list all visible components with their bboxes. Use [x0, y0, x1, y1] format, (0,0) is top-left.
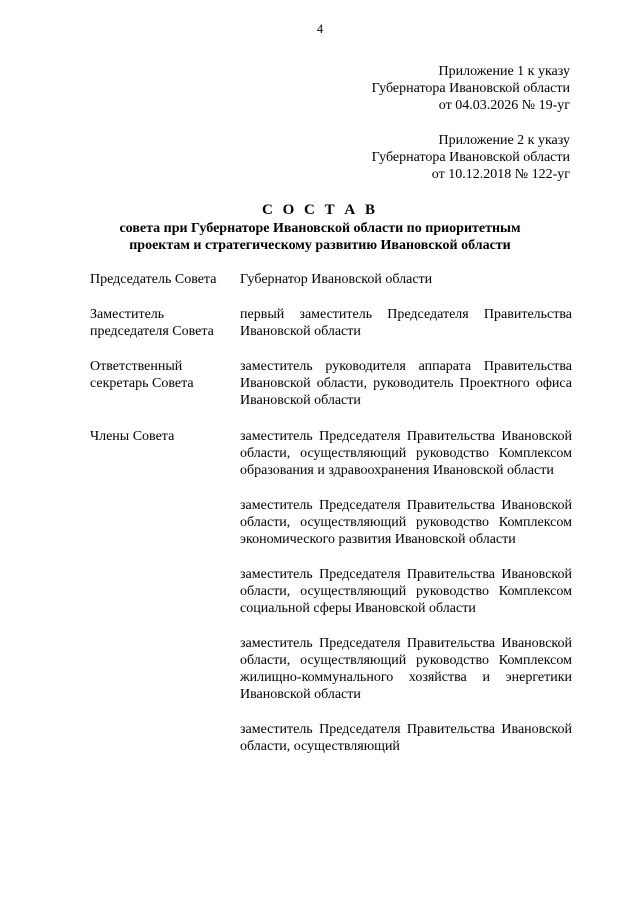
duties-members: [240, 428, 572, 773]
title-main: С О С Т А В: [262, 202, 378, 218]
role-deputy-line1: Заместитель: [90, 307, 165, 322]
duty-chair: Губернатор Ивановской области: [240, 272, 433, 287]
role-chair-label: Председатель Совета: [90, 272, 217, 287]
roster-row-chair: [90, 271, 572, 306]
council-roster: [90, 271, 572, 773]
duty-member-2: заместитель Председателя Правительства Ивановской области, осуществляющий руководство Комплексом экономического развития Ивановской области: [240, 498, 572, 547]
duty-member-3: заместитель Председателя Правительства Ивановской области, осуществляющий руководство Комплексом социальной сферы Ивановской области: [240, 567, 572, 616]
appendix-1-header: [372, 63, 570, 114]
duties-secretary: [240, 358, 572, 409]
appendix-2-line2: Губернатора Ивановской области: [371, 150, 570, 165]
title-sub-line1: совета при Губернаторе Ивановской области по приоритетным: [119, 221, 521, 236]
duty-secretary: заместитель руководителя аппарата Правительства Ивановской области, руководитель Проектного офиса Ивановской области: [240, 359, 572, 408]
document-title: [60, 200, 580, 254]
title-sub-line2: проектам и стратегическому развитию Ивановской области: [129, 238, 511, 253]
role-chair: [90, 271, 240, 288]
appendix-1-line2: Губернатора Ивановской области: [371, 81, 570, 96]
role-secretary: [90, 358, 240, 392]
role-deputy: [90, 306, 240, 340]
duty-member-5: заместитель Председателя Правительства Ивановской области, осуществляющий: [240, 722, 572, 754]
roster-row-members: [90, 428, 572, 773]
role-members: [90, 428, 240, 445]
appendix-2-header: [372, 132, 570, 183]
roster-row-secretary: [90, 358, 572, 428]
appendix-1-line1: Приложение 1 к указу: [438, 64, 570, 79]
duty-deputy: первый заместитель Председателя Правительства Ивановской области: [240, 307, 572, 339]
role-members-label: Члены Совета: [90, 429, 175, 444]
appendix-1-line3: от 04.03.2026 № 19-уг: [438, 98, 570, 113]
duties-chair: [240, 271, 572, 288]
duty-member-4: заместитель Председателя Правительства Ивановской области, осуществляющий руководство Комплексом жилищно-коммунального хозяйства и энергетики Ивановской области: [240, 636, 572, 702]
duty-member-1: заместитель Председателя Правительства Ивановской области, осуществляющий руководство Комплексом образования и здравоохранения Ивановской области: [240, 429, 572, 478]
duties-deputy: [240, 306, 572, 340]
page-number: 4: [316, 22, 324, 36]
role-secretary-line2: секретарь Совета: [90, 376, 194, 391]
role-deputy-line2: председателя Совета: [90, 324, 214, 339]
roster-row-deputy: [90, 306, 572, 358]
role-secretary-line1: Ответственный: [90, 359, 183, 374]
appendix-2-line3: от 10.12.2018 № 122-уг: [431, 167, 570, 182]
appendix-2-line1: Приложение 2 к указу: [438, 133, 570, 148]
